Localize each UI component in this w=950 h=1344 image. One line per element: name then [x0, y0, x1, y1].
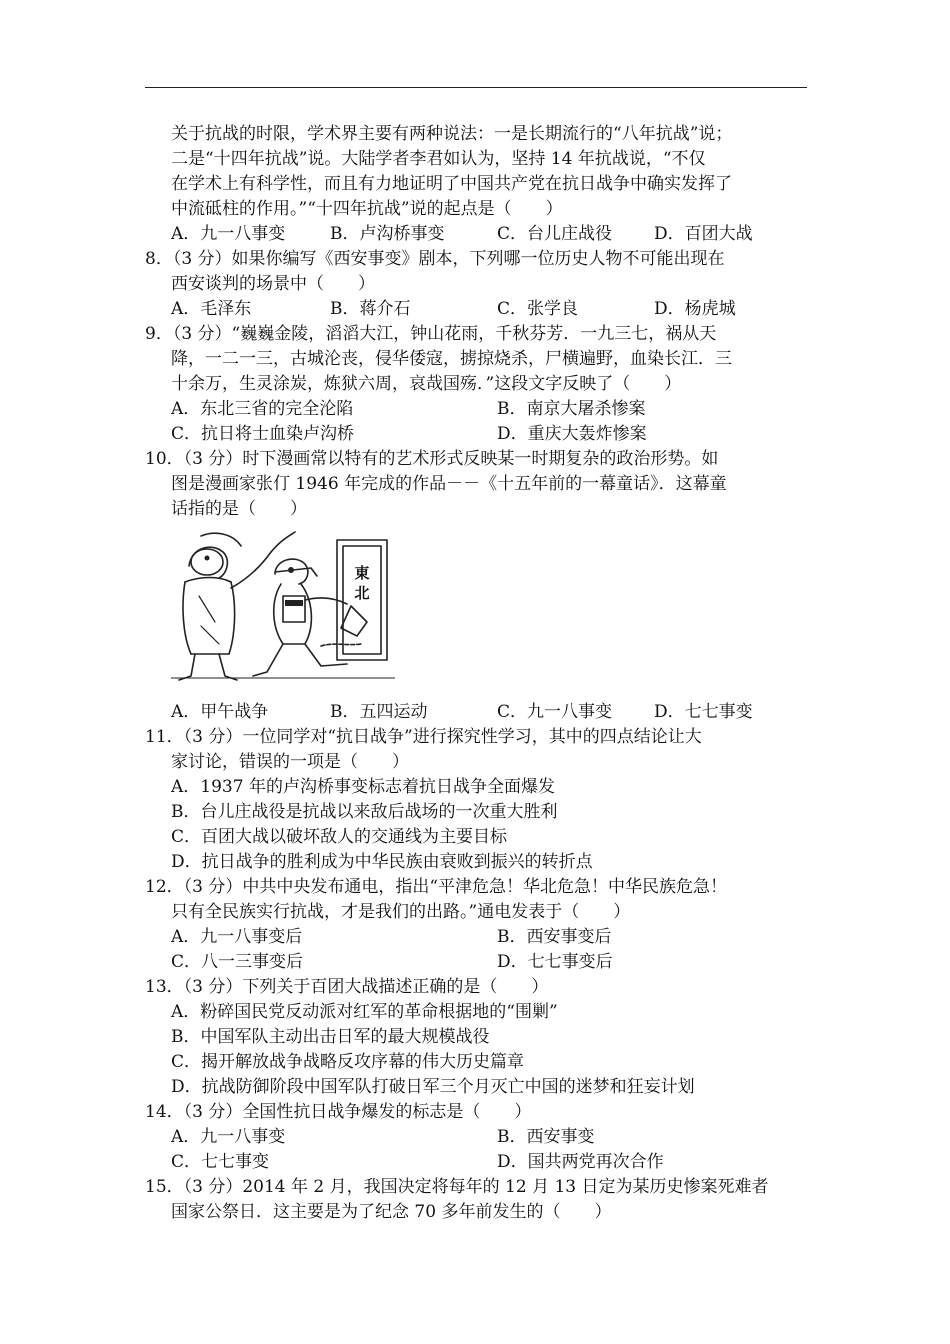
question-8	[145, 247, 815, 322]
question-7	[145, 122, 815, 247]
question-10-stem-line: 图是漫画家张仃 1946 年完成的作品－－《十五年前的一幕童话》．这幕童	[171, 474, 727, 494]
option-c[interactable]: C．百团大战以破坏敌人的交通线为主要目标	[171, 827, 508, 847]
question-9-stem-line: 9．（3 分）“巍巍金陵，滔滔大江，钟山花雨，千秋芬芳．一九三七，祸从天	[145, 324, 717, 344]
question-7-stem-line: 中流砥柱的作用。”“十四年抗战”说的起点是（ ）	[171, 199, 563, 219]
option-b[interactable]: B．台儿庄战役是抗战以来敌后战场的一次重大胜利	[171, 802, 558, 822]
question-11-stem-line: 家讨论，错误的一项是（ ）	[171, 752, 409, 772]
option-c[interactable]: C．七七事变	[171, 1152, 270, 1172]
option-d[interactable]: D．抗日战争的胜利成为中华民族由衰败到振兴的转折点	[171, 852, 593, 872]
option-b[interactable]: B．五四运动	[330, 702, 428, 722]
question-11-stem-line: 11．（3 分）一位同学对“抗日战争”进行探究性学习，其中的四点结论让大	[145, 727, 702, 747]
question-7-options	[145, 222, 815, 247]
option-c[interactable]: C．八一三事变后	[171, 952, 304, 972]
question-10-stem-line: 10．（3 分）时下漫画常以特有的艺术形式反映某一时期复杂的政治形势。如	[145, 449, 719, 469]
option-b[interactable]: B．西安事变	[497, 1127, 595, 1147]
option-c[interactable]: C．台儿庄战役	[497, 224, 613, 244]
question-13	[145, 975, 815, 1100]
question-8-stem-line: 8．（3 分）如果你编写《西安事变》剧本，下列哪一位历史人物不可能出现在	[145, 249, 725, 269]
question-7-stem-line: 二是“十四年抗战”说。大陆学者李君如认为，坚持 14 年抗战说，“不仅	[171, 149, 706, 169]
question-9-options-row-1	[145, 397, 815, 422]
question-9-options-row-2	[145, 422, 815, 447]
question-15	[145, 1175, 815, 1225]
option-c[interactable]: C．抗日将士血染卢沟桥	[171, 424, 355, 444]
question-8-stem-line: 西安谈判的场景中（ ）	[171, 274, 375, 294]
header-rule	[145, 87, 807, 88]
door-text-1: 東	[354, 564, 370, 582]
question-7-stem-line: 关于抗战的时限，学术界主要有两种说法：一是长期流行的“八年抗战”说；	[171, 124, 733, 144]
question-9	[145, 322, 815, 447]
question-14-options-row-2	[145, 1150, 815, 1175]
question-14-options-row-1	[145, 1125, 815, 1150]
question-8-options	[145, 297, 815, 322]
option-a[interactable]: A．东北三省的完全沦陷	[171, 399, 354, 419]
question-15-stem-line: 国家公祭日．这主要是为了纪念 70 多年前发生的（ ）	[171, 1202, 612, 1222]
question-10-options	[145, 700, 815, 725]
question-12-stem-line: 只有全民族实行抗战，才是我们的出路。”通电发表于（ ）	[171, 902, 631, 922]
question-9-stem-line: 降，一二一三，古城沦丧，侵华倭寇，掳掠烧杀，尸横遍野，血染长江．三	[171, 349, 732, 369]
option-a[interactable]: A．九一八事变	[171, 224, 286, 244]
question-10	[145, 447, 815, 725]
option-a[interactable]: A．毛泽东	[171, 299, 252, 319]
question-11	[145, 725, 815, 875]
option-b[interactable]: B．南京大屠杀惨案	[497, 399, 646, 419]
option-a[interactable]: A．九一八事变后	[171, 927, 303, 947]
question-14-stem-line: 14．（3 分）全国性抗日战争爆发的标志是（ ）	[145, 1102, 532, 1122]
question-12-options-row-1	[145, 925, 815, 950]
door-text-2: 北	[354, 584, 370, 602]
option-b[interactable]: B．中国军队主动出击日军的最大规模战役	[171, 1027, 490, 1047]
question-13-stem-line: 13．（3 分）下列关于百团大战描述正确的是（ ）	[145, 977, 549, 997]
question-12	[145, 875, 815, 975]
option-a[interactable]: A．九一八事变	[171, 1127, 286, 1147]
cartoon-image	[171, 526, 395, 684]
option-d[interactable]: D．抗战防御阶段中国军队打破日军三个月灭亡中国的迷梦和狂妄计划	[171, 1077, 695, 1097]
option-b[interactable]: B．蒋介石	[330, 299, 411, 319]
option-d[interactable]: D．七七事变	[654, 702, 753, 722]
option-b[interactable]: B．卢沟桥事变	[330, 224, 445, 244]
option-b[interactable]: B．西安事变后	[497, 927, 612, 947]
option-a[interactable]: A．1937 年的卢沟桥事变标志着抗日战争全面爆发	[171, 777, 555, 797]
question-9-stem-line: 十余万，生灵涂炭，炼狱六周，哀哉国殇．”这段文字反映了（ ）	[171, 374, 682, 394]
option-a[interactable]: A．粉碎国民党反动派对红军的革命根据地的“围剿”	[171, 1002, 558, 1022]
exam-content	[145, 122, 815, 1225]
question-10-stem-line: 话指的是（ ）	[171, 499, 307, 519]
option-d[interactable]: D．重庆大轰炸惨案	[497, 424, 647, 444]
option-c[interactable]: C．揭开解放战争战略反攻序幕的伟大历史篇章	[171, 1052, 525, 1072]
question-15-stem-line: 15．（3 分）2014 年 2 月，我国决定将每年的 12 月 13 日定为某历史惨案死难者	[145, 1177, 769, 1197]
option-c[interactable]: C．张学良	[497, 299, 579, 319]
question-12-stem-line: 12．（3 分）中共中央发布通电，指出“平津危急！华北危急！中华民族危急！	[145, 877, 728, 897]
question-14	[145, 1100, 815, 1175]
option-a[interactable]: A．甲午战争	[171, 702, 269, 722]
question-12-options-row-2	[145, 950, 815, 975]
question-7-stem-line: 在学术上有科学性，而且有力地证明了中国共产党在抗日战争中确实发挥了	[171, 174, 732, 194]
option-d[interactable]: D．杨虎城	[654, 299, 736, 319]
option-d[interactable]: D．国共两党再次合作	[497, 1152, 664, 1172]
option-d[interactable]: D．百团大战	[654, 224, 753, 244]
option-d[interactable]: D．七七事变后	[497, 952, 613, 972]
option-c[interactable]: C．九一八事变	[497, 702, 613, 722]
